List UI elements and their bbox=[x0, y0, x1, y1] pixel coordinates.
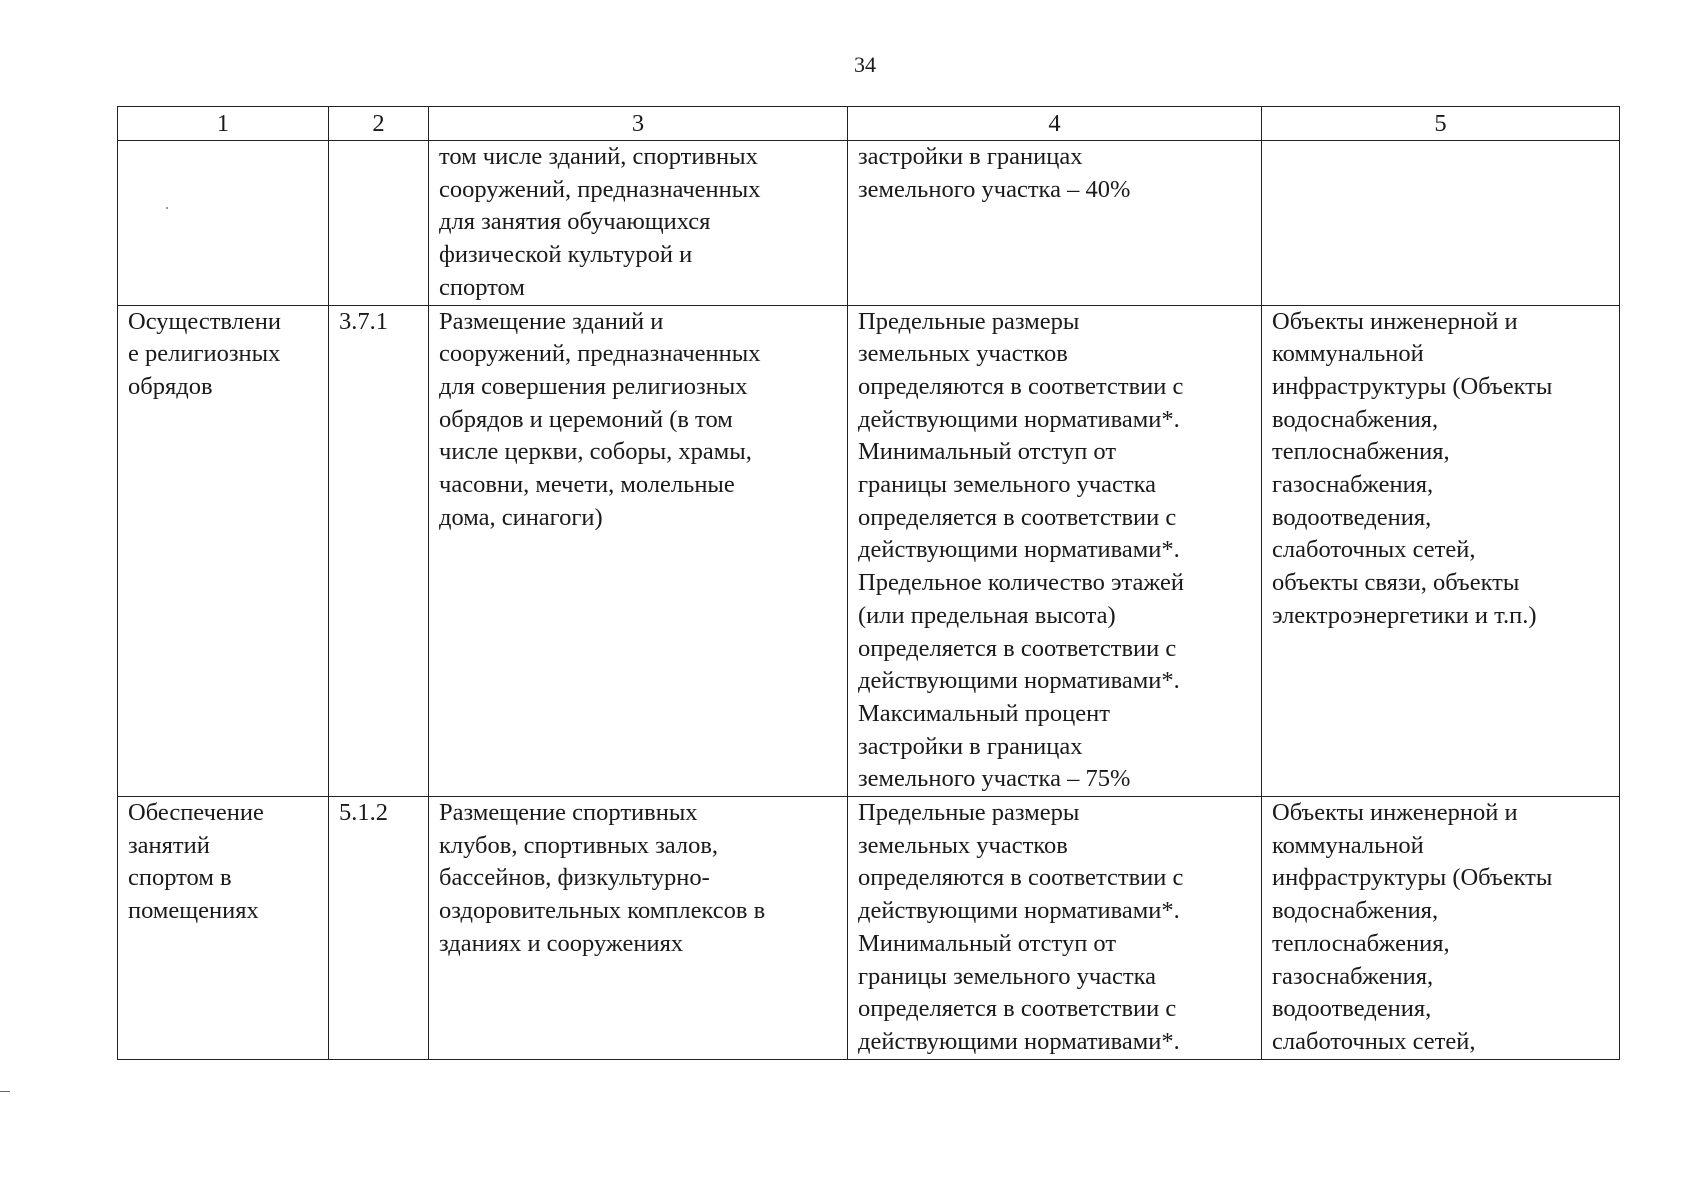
column-header-5: 5 bbox=[1262, 107, 1620, 141]
column-header-4: 4 bbox=[848, 107, 1262, 141]
use-type-cell: Обеспечение занятий спортом в помещениях bbox=[118, 797, 329, 1060]
use-type-cell bbox=[118, 141, 329, 306]
page-number: 34 bbox=[854, 52, 876, 77]
use-code-cell: 3.7.1 bbox=[329, 305, 429, 797]
scan-speck bbox=[166, 207, 168, 209]
use-description-cell: Размещение спортивных клубов, спортивных залов, бассейнов, физкультурно- оздоровительных комплексов в зданиях и сооружениях bbox=[429, 797, 848, 1060]
use-description-cell: Размещение зданий и сооружений, предназначенных для совершения религиозных обрядов и церемоний (в том числе церкви, соборы, храмы, часовни, мечети, молельные дома, синагоги) bbox=[429, 305, 848, 797]
table-row bbox=[118, 141, 1620, 306]
column-header-2: 2 bbox=[329, 107, 429, 141]
use-code-cell: 5.1.2 bbox=[329, 797, 429, 1060]
use-type-cell: Осуществлени е религиозных обрядов bbox=[118, 305, 329, 797]
column-header-3: 3 bbox=[429, 107, 848, 141]
regulations-table bbox=[117, 106, 1620, 1060]
parameters-cell: Предельные размеры земельных участков определяются в соответствии с действующими нормативами*. Минимальный отступ от границы земельного участка определяется в соответствии с действующими нормативами*. Предельное количество этажей (или предельная высота) определяется в соответствии с действующими нормативами*. Максимальный процент застройки в границах земельного участка – 75% bbox=[848, 305, 1262, 797]
table-row bbox=[118, 797, 1620, 1060]
column-header-1: 1 bbox=[118, 107, 329, 141]
parameters-cell: застройки в границах земельного участка – 40% bbox=[848, 141, 1262, 306]
table-row bbox=[118, 305, 1620, 797]
use-code-cell bbox=[329, 141, 429, 306]
auxiliary-uses-cell bbox=[1262, 141, 1620, 306]
use-description-cell: том числе зданий, спортивных сооружений, предназначенных для занятия обучающихся физической культурой и спортом bbox=[429, 141, 848, 306]
auxiliary-uses-cell: Объекты инженерной и коммунальной инфраструктуры (Объекты водоснабжения, теплоснабжения, газоснабжения, водоотведения, слаботочных сетей, объекты связи, объекты электроэнергетики и т.п.) bbox=[1262, 305, 1620, 797]
scan-edge-mark bbox=[0, 1091, 10, 1092]
parameters-cell: Предельные размеры земельных участков определяются в соответствии с действующими нормативами*. Минимальный отступ от границы земельного участка определяется в соответствии с действующими нормативами*. bbox=[848, 797, 1262, 1060]
auxiliary-uses-cell: Объекты инженерной и коммунальной инфраструктуры (Объекты водоснабжения, теплоснабжения, газоснабжения, водоотведения, слаботочных сетей, bbox=[1262, 797, 1620, 1060]
table-header-row bbox=[118, 107, 1620, 141]
